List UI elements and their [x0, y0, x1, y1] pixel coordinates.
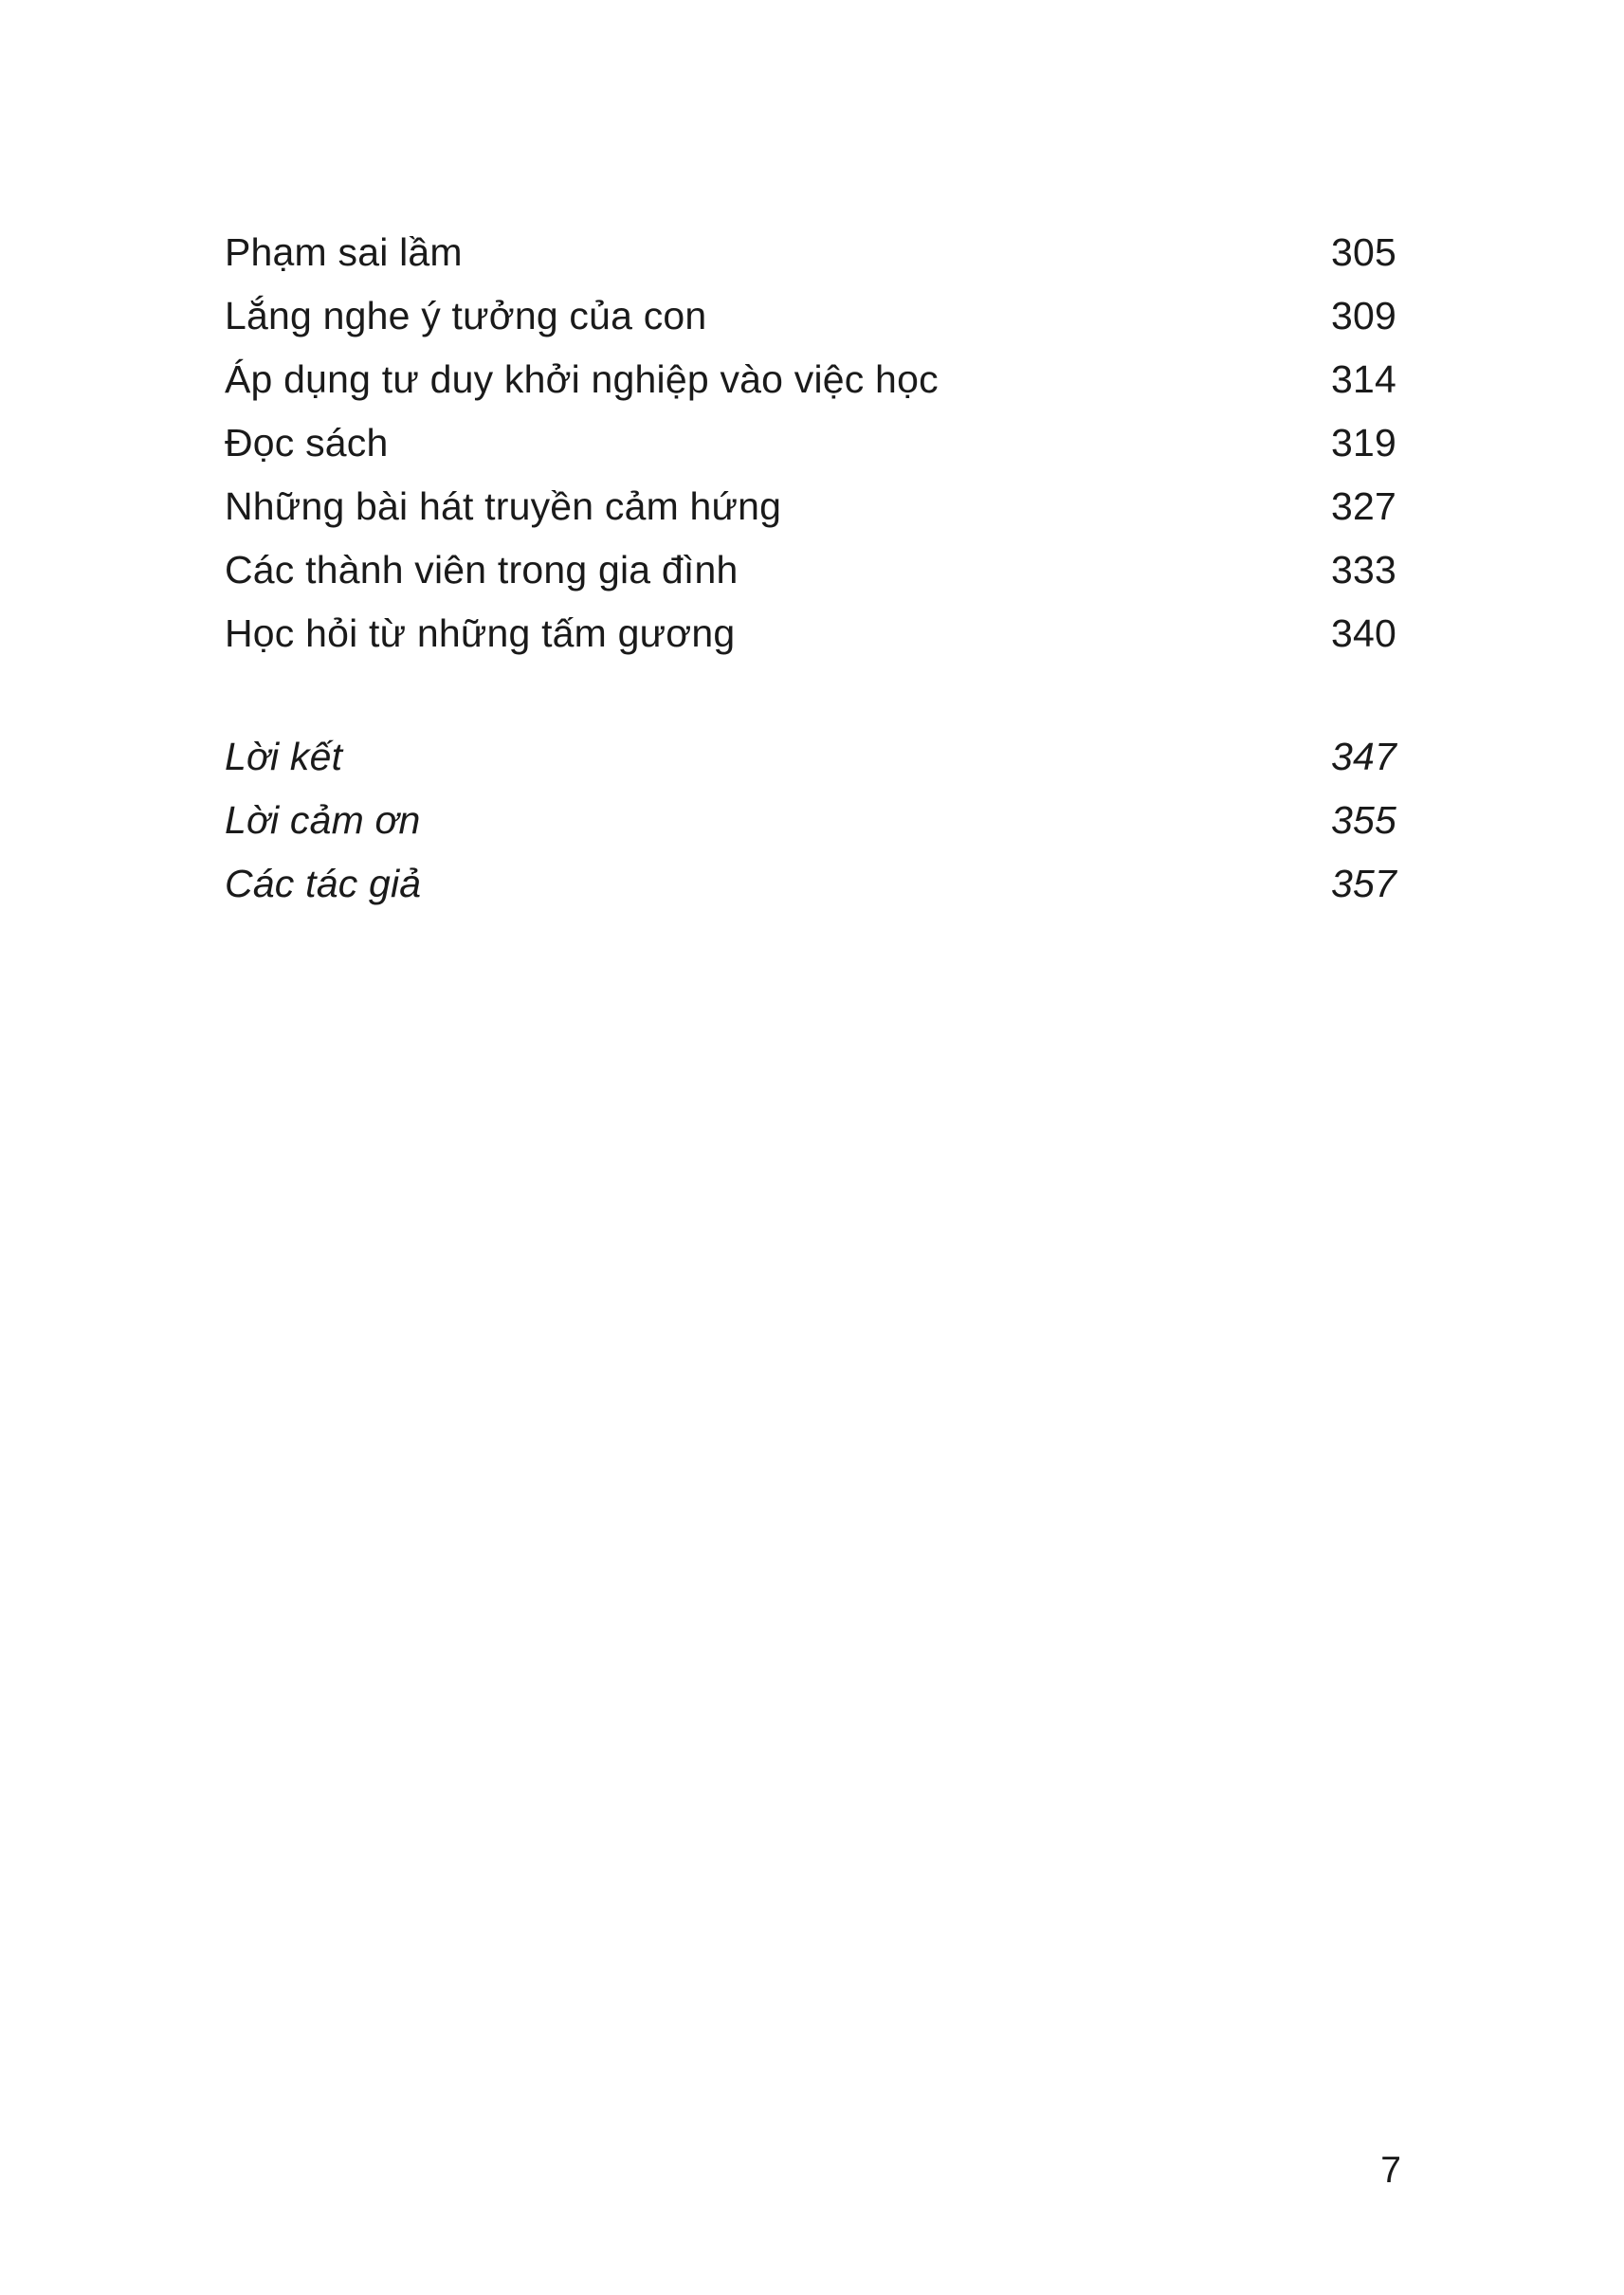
toc-entry-page-number: 355	[1330, 798, 1396, 842]
toc-entry-title: Phạm sai lầm	[225, 230, 463, 274]
toc-entry-title: Lời kết	[225, 735, 343, 778]
toc-entry-title: Các tác giả	[225, 862, 422, 905]
toc-entry-page-number: 340	[1330, 611, 1396, 655]
toc-entry	[225, 538, 1396, 602]
table-of-contents	[225, 221, 1396, 916]
toc-entry	[225, 348, 1396, 411]
toc-entry-title: Học hỏi từ những tấm gương	[225, 611, 736, 655]
page-number: 7	[1380, 2150, 1401, 2191]
toc-entry	[225, 411, 1396, 475]
toc-entry-page-number: 309	[1330, 294, 1396, 337]
toc-chapter-section	[225, 221, 1396, 665]
toc-entry-page-number: 333	[1330, 548, 1396, 592]
toc-entry-page-number: 357	[1330, 862, 1396, 905]
toc-entry-page-number: 305	[1330, 230, 1396, 274]
toc-entry	[225, 852, 1396, 916]
toc-entry-page-number: 314	[1330, 357, 1396, 401]
toc-entry-page-number: 347	[1330, 735, 1396, 778]
toc-entry	[225, 789, 1396, 852]
toc-entry	[225, 221, 1396, 284]
toc-entry	[225, 475, 1396, 538]
toc-entry-title: Các thành viên trong gia đình	[225, 548, 739, 592]
toc-entry-title: Áp dụng tư duy khởi nghiệp vào việc học	[225, 357, 939, 401]
toc-entry	[225, 284, 1396, 348]
toc-entry-title: Lắng nghe ý tưởng của con	[225, 294, 707, 337]
toc-entry-title: Lời cảm ơn	[225, 798, 421, 842]
toc-back-matter-section	[225, 725, 1396, 916]
toc-entry-page-number: 327	[1330, 484, 1396, 528]
toc-entry-page-number: 319	[1330, 421, 1396, 464]
toc-entry-title: Những bài hát truyền cảm hứng	[225, 484, 782, 528]
toc-entry	[225, 725, 1396, 789]
toc-entry	[225, 602, 1396, 665]
toc-entry-title: Đọc sách	[225, 421, 389, 464]
